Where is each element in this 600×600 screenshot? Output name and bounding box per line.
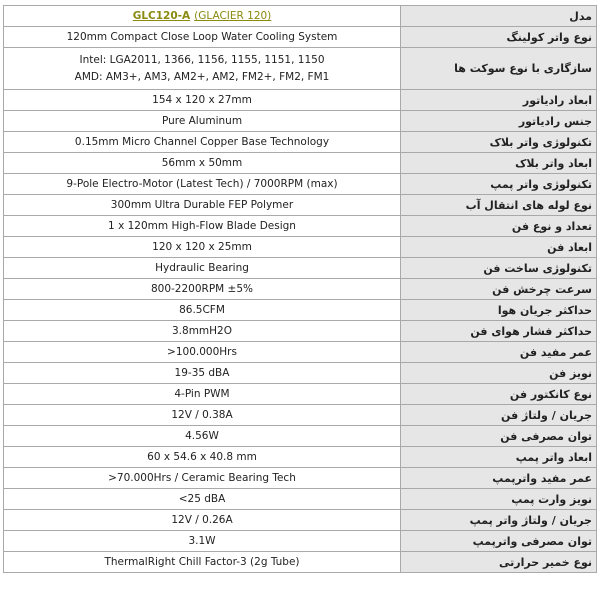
spec-label: نویز فن xyxy=(401,363,597,384)
spec-label: توان مصرفی فن xyxy=(401,426,597,447)
spec-value: 154 x 120 x 27mm xyxy=(4,90,401,111)
table-row xyxy=(4,27,597,48)
table-row xyxy=(4,195,597,216)
spec-label: نوع لوله های انتقال آب xyxy=(401,195,597,216)
spec-value: 9-Pole Electro-Motor (Latest Tech) / 7000RPM (max) xyxy=(4,174,401,195)
table-row xyxy=(4,321,597,342)
table-row xyxy=(4,510,597,531)
spec-value: 1 x 120mm High-Flow Blade Design xyxy=(4,216,401,237)
spec-value: 0.15mm Micro Channel Copper Base Technology xyxy=(4,132,401,153)
table-row xyxy=(4,237,597,258)
model-sub-link[interactable]: (GLACIER 120) xyxy=(194,10,272,22)
spec-value: 56mm x 50mm xyxy=(4,153,401,174)
spec-label: سرعت چرخش فن xyxy=(401,279,597,300)
model-value xyxy=(4,6,401,27)
table-row xyxy=(4,279,597,300)
table-row xyxy=(4,300,597,321)
table-row xyxy=(4,468,597,489)
spec-table xyxy=(3,5,597,573)
spec-value: Hydraulic Bearing xyxy=(4,258,401,279)
table-row xyxy=(4,405,597,426)
table-row xyxy=(4,552,597,573)
spec-label: جریان / ولتاژ واتر پمپ xyxy=(401,510,597,531)
table-row xyxy=(4,174,597,195)
table-row xyxy=(4,132,597,153)
spec-value: 19-35 dBA xyxy=(4,363,401,384)
spec-label: تکنولوژی واتر پمپ xyxy=(401,174,597,195)
table-row xyxy=(4,426,597,447)
table-row xyxy=(4,111,597,132)
sockets-value xyxy=(4,48,401,90)
table-row xyxy=(4,90,597,111)
spec-value: 60 x 54.6 x 40.8 mm xyxy=(4,447,401,468)
spec-value: 12V / 0.38A xyxy=(4,405,401,426)
table-row xyxy=(4,153,597,174)
table-row xyxy=(4,531,597,552)
spec-value: >70.000Hrs / Ceramic Bearing Tech xyxy=(4,468,401,489)
table-row xyxy=(4,447,597,468)
spec-label: حداکثر فشار هوای فن xyxy=(401,321,597,342)
spec-label: نوع کانکتور فن xyxy=(401,384,597,405)
spec-label: حداکثر جریان هوا xyxy=(401,300,597,321)
spec-label: ابعاد واتر پمپ xyxy=(401,447,597,468)
spec-label: نوع خمیر حرارتی xyxy=(401,552,597,573)
spec-label: عمر مفید فن xyxy=(401,342,597,363)
spec-value: 4.56W xyxy=(4,426,401,447)
spec-value: <25 dBA xyxy=(4,489,401,510)
spec-value: 120mm Compact Close Loop Water Cooling System xyxy=(4,27,401,48)
spec-value: 3.1W xyxy=(4,531,401,552)
sockets-intel: Intel: LGA2011, 1366, 1156, 1155, 1151, 1150 xyxy=(79,53,325,66)
spec-value: ThermalRight Chill Factor-3 (2g Tube) xyxy=(4,552,401,573)
spec-label: جنس رادیاتور xyxy=(401,111,597,132)
spec-label: نویز وارت پمپ xyxy=(401,489,597,510)
spec-label: تکنولوژی واتر بلاک xyxy=(401,132,597,153)
spec-value: 120 x 120 x 25mm xyxy=(4,237,401,258)
sockets-amd: AMD: AM3+, AM3, AM2+, AM2, FM2+, FM2, FM1 xyxy=(74,70,330,83)
table-row xyxy=(4,342,597,363)
spec-value: 800-2200RPM ±5% xyxy=(4,279,401,300)
spec-label: تکنولوژی ساخت فن xyxy=(401,258,597,279)
table-row xyxy=(4,363,597,384)
spec-value: 300mm Ultra Durable FEP Polymer xyxy=(4,195,401,216)
spec-value: 4-Pin PWM xyxy=(4,384,401,405)
model-name-link[interactable]: GLC120-A xyxy=(132,10,191,22)
spec-label: ابعاد فن xyxy=(401,237,597,258)
spec-value: 12V / 0.26A xyxy=(4,510,401,531)
table-row xyxy=(4,384,597,405)
table-row xyxy=(4,489,597,510)
spec-label: ابعاد رادیاتور xyxy=(401,90,597,111)
spec-value: 86.5CFM xyxy=(4,300,401,321)
spec-value: Pure Aluminum xyxy=(4,111,401,132)
model-label: مدل xyxy=(401,6,597,27)
spec-label: عمر مفید واترپمپ xyxy=(401,468,597,489)
spec-value: >100.000Hrs xyxy=(4,342,401,363)
table-row xyxy=(4,48,597,90)
spec-label: توان مصرفی واترپمپ xyxy=(401,531,597,552)
spec-label: تعداد و نوع فن xyxy=(401,216,597,237)
spec-label: جریان / ولتاژ فن xyxy=(401,405,597,426)
table-row xyxy=(4,6,597,27)
spec-label: ابعاد واتر بلاک xyxy=(401,153,597,174)
sockets-label: سازگاری با نوع سوکت ها xyxy=(401,48,597,90)
table-row xyxy=(4,216,597,237)
spec-label: نوع واتر کولینگ xyxy=(401,27,597,48)
table-row xyxy=(4,258,597,279)
spec-value: 3.8mmH2O xyxy=(4,321,401,342)
